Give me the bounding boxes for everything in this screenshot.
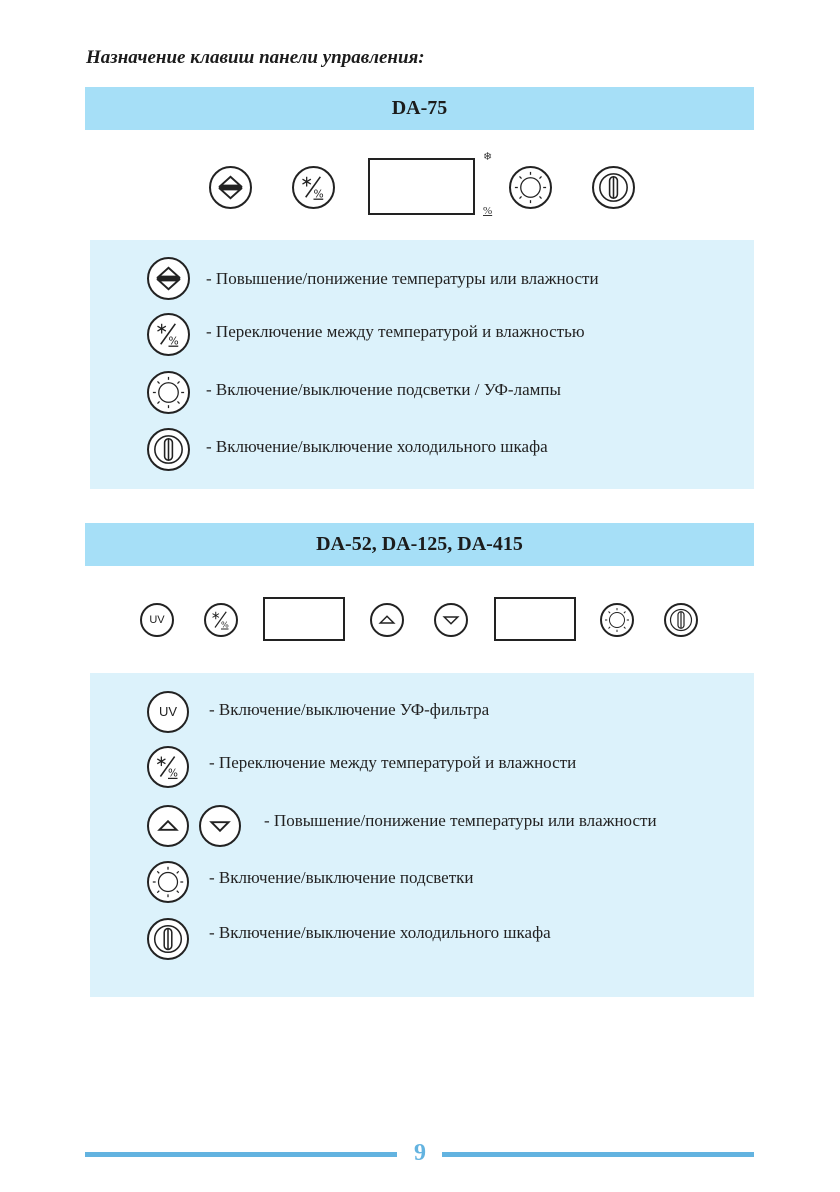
legend-panel-da52 [90, 673, 754, 997]
display-screen-left [263, 597, 345, 641]
uv-label: UV [149, 614, 165, 626]
uv-icon [147, 691, 189, 733]
light-icon [509, 166, 552, 209]
page-number: 9 [414, 1140, 426, 1166]
legend-item-power: - Включение/выключение холодильного шкафа [209, 923, 551, 942]
legend-item-updown: - Повышение/понижение температуры или влажности [264, 811, 657, 830]
power-icon [147, 428, 190, 471]
legend-item-switch: - Переключение между температурой и влажностью [206, 322, 585, 341]
legend-item-power: - Включение/выключение холодильного шкафа [206, 437, 548, 456]
footer-rule-right [442, 1152, 754, 1157]
legend-item-switch: - Переключение между температурой и влажности [209, 753, 577, 772]
snow-percent-icon [147, 313, 190, 356]
footer-rule-left [85, 1152, 397, 1157]
light-icon [600, 603, 634, 637]
up-down-arrow-icon [147, 257, 190, 300]
down-arrow-icon [199, 805, 241, 847]
light-icon [147, 371, 190, 414]
legend-item-light: - Включение/выключение подсветки [209, 868, 474, 887]
legend-item-uv: - Включение/выключение УФ-фильтра [209, 700, 490, 719]
section-title-da75: DA-75 [85, 87, 754, 130]
power-icon [147, 918, 189, 960]
up-arrow-icon [370, 603, 404, 637]
up-down-arrow-icon [209, 166, 252, 209]
legend-item-light: - Включение/выключение подсветки / УФ-лампы [206, 380, 561, 399]
power-icon [664, 603, 698, 637]
light-icon [147, 861, 189, 903]
uv-label: UV [158, 704, 178, 719]
snow-percent-icon [147, 746, 189, 788]
snow-percent-icon [204, 603, 238, 637]
uv-icon [140, 603, 174, 637]
snow-percent-icon [292, 166, 335, 209]
power-icon [592, 166, 635, 209]
page-heading: Назначение клавиш панели управления: [86, 47, 425, 68]
display-screen [368, 158, 475, 215]
up-arrow-icon [147, 805, 189, 847]
display-screen-right [494, 597, 576, 641]
section-title-da52: DA-52, DA-125, DA-415 [85, 523, 754, 566]
percent-icon: % [483, 205, 493, 217]
down-arrow-icon [434, 603, 468, 637]
legend-item-updown: - Повышение/понижение температуры или влажности [206, 269, 599, 288]
snowflake-icon: ❄ [483, 151, 493, 163]
